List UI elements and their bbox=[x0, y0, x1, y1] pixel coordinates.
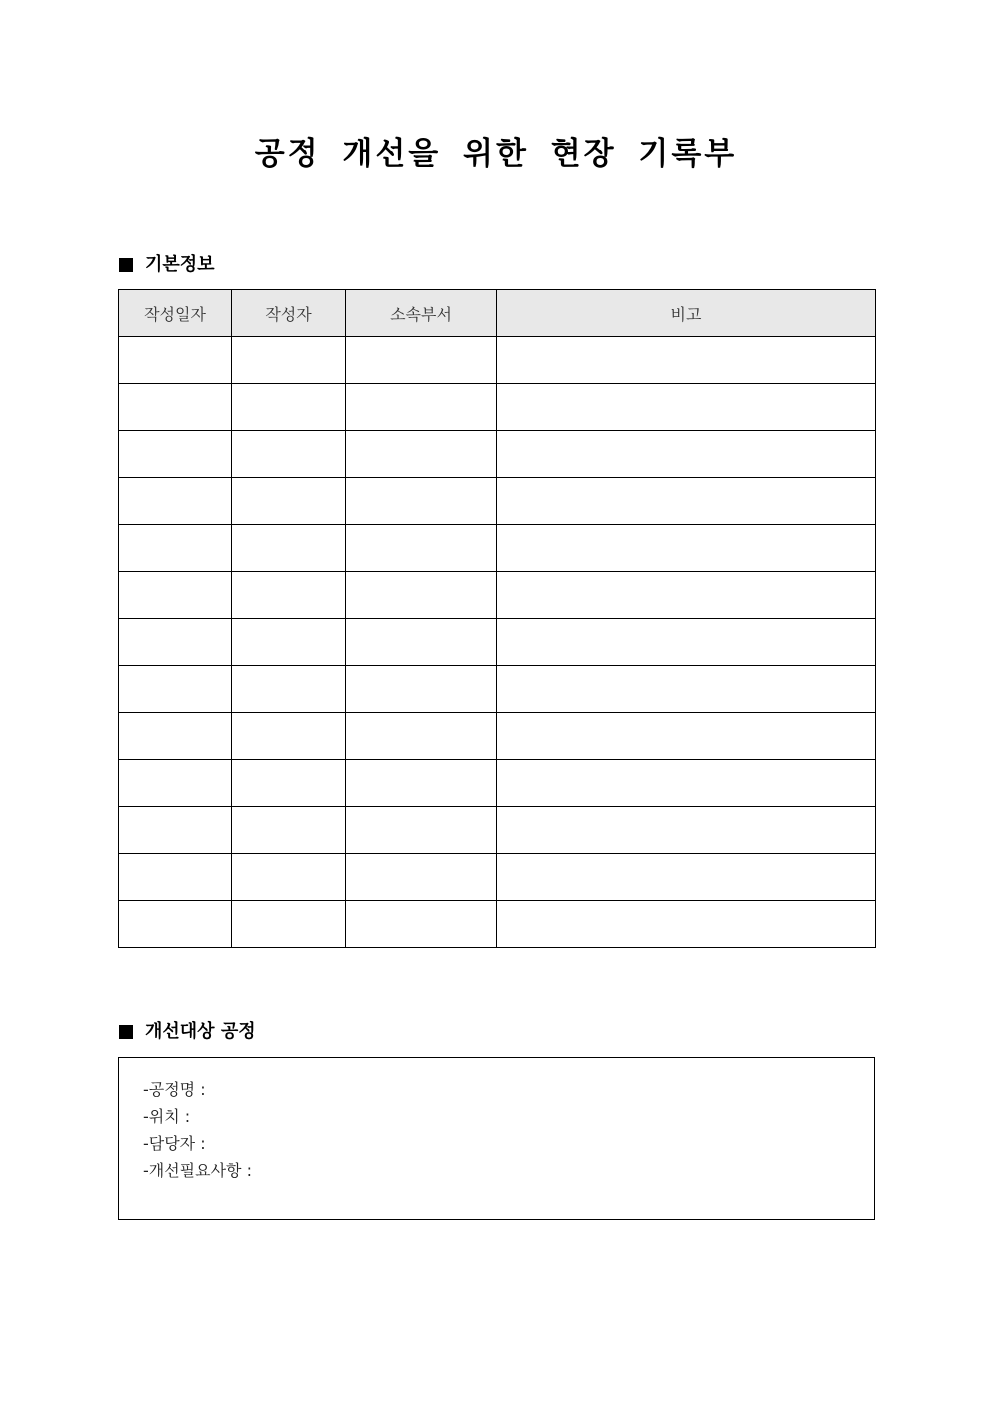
manager-line: -담당자 : bbox=[143, 1134, 206, 1153]
author-cell[interactable] bbox=[232, 337, 346, 384]
document-title: 공정 개선을 위한 현장 기록부 bbox=[254, 136, 738, 172]
author-cell[interactable] bbox=[232, 854, 346, 901]
table-row bbox=[119, 431, 876, 478]
date-cell[interactable] bbox=[119, 760, 232, 807]
date-cell[interactable] bbox=[119, 901, 232, 948]
table-row bbox=[119, 478, 876, 525]
table-row bbox=[119, 760, 876, 807]
department-cell[interactable] bbox=[346, 572, 497, 619]
remarks-cell[interactable] bbox=[497, 619, 876, 666]
column-header-department: 소속부서 bbox=[346, 290, 497, 337]
author-cell[interactable] bbox=[232, 431, 346, 478]
column-header-date: 작성일자 bbox=[119, 290, 232, 337]
date-cell[interactable] bbox=[119, 572, 232, 619]
basic-info-heading bbox=[119, 253, 215, 277]
department-cell[interactable] bbox=[346, 901, 497, 948]
author-cell[interactable] bbox=[232, 525, 346, 572]
author-cell[interactable] bbox=[232, 572, 346, 619]
date-cell[interactable] bbox=[119, 525, 232, 572]
table-row bbox=[119, 337, 876, 384]
table-row bbox=[119, 713, 876, 760]
column-header-remarks: 비고 bbox=[497, 290, 876, 337]
date-cell[interactable] bbox=[119, 713, 232, 760]
department-cell[interactable] bbox=[346, 713, 497, 760]
remarks-cell[interactable] bbox=[497, 525, 876, 572]
remarks-cell[interactable] bbox=[497, 807, 876, 854]
date-cell[interactable] bbox=[119, 619, 232, 666]
department-cell[interactable] bbox=[346, 431, 497, 478]
author-cell[interactable] bbox=[232, 901, 346, 948]
author-cell[interactable] bbox=[232, 384, 346, 431]
remarks-cell[interactable] bbox=[497, 901, 876, 948]
remarks-cell[interactable] bbox=[497, 337, 876, 384]
department-cell[interactable] bbox=[346, 854, 497, 901]
department-cell[interactable] bbox=[346, 760, 497, 807]
square-bullet-icon bbox=[119, 258, 133, 272]
square-bullet-icon bbox=[119, 1025, 133, 1039]
date-cell[interactable] bbox=[119, 337, 232, 384]
remarks-cell[interactable] bbox=[497, 431, 876, 478]
author-cell[interactable] bbox=[232, 619, 346, 666]
table-header-row bbox=[119, 290, 876, 337]
basic-info-heading-text: 기본정보 bbox=[145, 254, 215, 275]
author-cell[interactable] bbox=[232, 478, 346, 525]
department-cell[interactable] bbox=[346, 337, 497, 384]
department-cell[interactable] bbox=[346, 525, 497, 572]
basic-info-table bbox=[118, 289, 876, 948]
author-cell[interactable] bbox=[232, 666, 346, 713]
date-cell[interactable] bbox=[119, 431, 232, 478]
author-cell[interactable] bbox=[232, 807, 346, 854]
department-cell[interactable] bbox=[346, 619, 497, 666]
department-cell[interactable] bbox=[346, 807, 497, 854]
department-cell[interactable] bbox=[346, 478, 497, 525]
date-cell[interactable] bbox=[119, 478, 232, 525]
remarks-cell[interactable] bbox=[497, 572, 876, 619]
improvement-target-heading bbox=[119, 1020, 256, 1044]
department-cell[interactable] bbox=[346, 666, 497, 713]
table-row bbox=[119, 384, 876, 431]
remarks-cell[interactable] bbox=[497, 478, 876, 525]
improvement-needs-line: -개선필요사항 : bbox=[143, 1161, 252, 1180]
table-row bbox=[119, 572, 876, 619]
table-row bbox=[119, 619, 876, 666]
remarks-cell[interactable] bbox=[497, 666, 876, 713]
basic-info-table-body bbox=[119, 337, 876, 948]
improvement-target-heading-text: 개선대상 공정 bbox=[145, 1021, 256, 1042]
author-cell[interactable] bbox=[232, 713, 346, 760]
table-row bbox=[119, 901, 876, 948]
table-row bbox=[119, 807, 876, 854]
remarks-cell[interactable] bbox=[497, 760, 876, 807]
table-row bbox=[119, 854, 876, 901]
process-name-line: -공정명 : bbox=[143, 1080, 206, 1099]
remarks-cell[interactable] bbox=[497, 854, 876, 901]
department-cell[interactable] bbox=[346, 384, 497, 431]
remarks-cell[interactable] bbox=[497, 713, 876, 760]
column-header-author: 작성자 bbox=[232, 290, 346, 337]
remarks-cell[interactable] bbox=[497, 384, 876, 431]
date-cell[interactable] bbox=[119, 807, 232, 854]
improvement-target-box bbox=[118, 1057, 875, 1220]
location-line: -위치 : bbox=[143, 1107, 191, 1126]
author-cell[interactable] bbox=[232, 760, 346, 807]
date-cell[interactable] bbox=[119, 384, 232, 431]
table-row bbox=[119, 525, 876, 572]
table-row bbox=[119, 666, 876, 713]
date-cell[interactable] bbox=[119, 854, 232, 901]
date-cell[interactable] bbox=[119, 666, 232, 713]
